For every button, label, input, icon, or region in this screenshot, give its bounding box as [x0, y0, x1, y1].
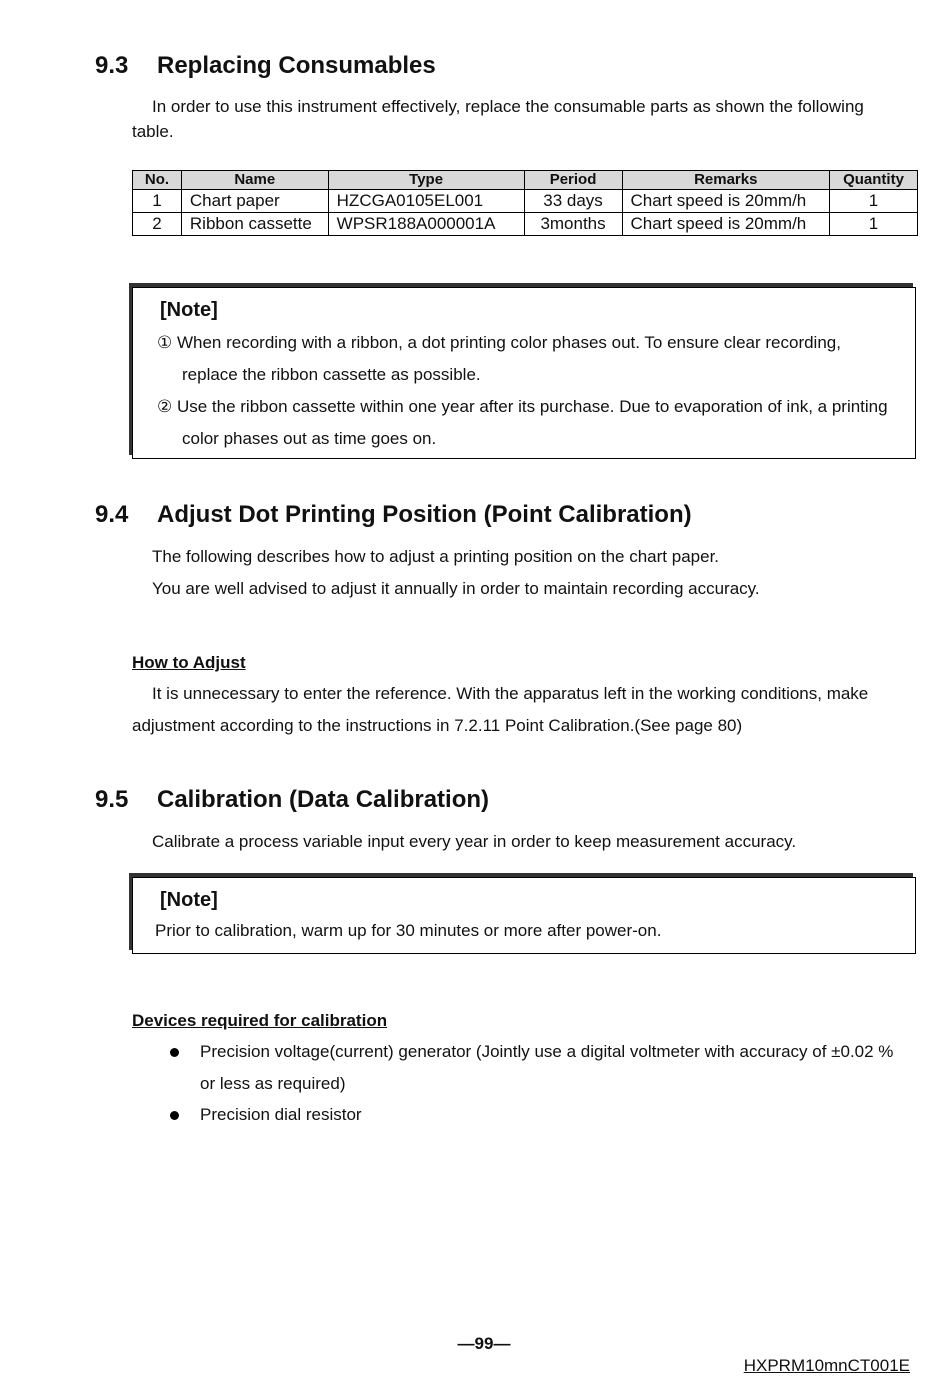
bullet-icon: [170, 1111, 179, 1120]
cell-remarks: Chart speed is 20mm/h: [622, 213, 830, 236]
header-period: Period: [524, 171, 622, 190]
cell-quantity: 1: [830, 190, 918, 213]
document-code: HXPRM10mnCT001E: [743, 1356, 910, 1375]
header-type: Type: [328, 171, 524, 190]
note-text: Prior to calibration, warm up for 30 minutes or more after power-on.: [155, 921, 662, 940]
table-row: [133, 190, 918, 213]
cell-period: 3months: [524, 213, 622, 236]
section-9-4-heading: [95, 501, 692, 529]
bullet-1-line-1: Precision voltage(current) generator (Jointly use a digital voltmeter with accuracy of ±0.02 %: [200, 1042, 894, 1061]
ribbon-note-box: [132, 287, 916, 459]
cell-no: 2: [133, 213, 182, 236]
how-to-adjust-heading: How to Adjust: [132, 653, 246, 672]
page-number: —99—: [457, 1334, 511, 1353]
how-line-2: adjustment according to the instructions in 7.2.11 Point Calibration.(See page 80): [132, 716, 743, 735]
table-header-row: [133, 171, 918, 190]
section-title: Adjust Dot Printing Position (Point Calibration): [157, 501, 692, 528]
s95-line-1: Calibrate a process variable input every year in order to keep measurement accuracy.: [152, 832, 797, 851]
devices-heading: Devices required for calibration: [132, 1011, 388, 1030]
section-9-3-heading: [95, 52, 436, 80]
header-quantity: Quantity: [830, 171, 918, 190]
cell-name: Chart paper: [181, 190, 328, 213]
header-remarks: Remarks: [622, 171, 830, 190]
calibration-note-box: [132, 877, 916, 954]
section-title: Replacing Consumables: [157, 52, 436, 79]
bullet-icon: [170, 1048, 179, 1057]
cell-name: Ribbon cassette: [181, 213, 328, 236]
section-number: 9.4: [95, 501, 129, 528]
note-item-1-line-1: ① When recording with a ribbon, a dot printing color phases out. To ensure clear recording,: [157, 333, 841, 352]
intro-line-1: In order to use this instrument effectively, replace the consumable parts as shown the following: [152, 97, 864, 116]
cell-no: 1: [133, 190, 182, 213]
note-item-2-line-2: color phases out as time goes on.: [182, 429, 437, 448]
bullet-2: Precision dial resistor: [200, 1105, 362, 1124]
cell-remarks: Chart speed is 20mm/h: [622, 190, 830, 213]
s94-line-1: The following describes how to adjust a printing position on the chart paper.: [152, 547, 720, 566]
how-line-1: It is unnecessary to enter the reference. With the apparatus left in the working conditions, make: [152, 684, 869, 703]
bullet-1-line-2: or less as required): [200, 1074, 346, 1093]
cell-type: WPSR188A000001A: [328, 213, 524, 236]
section-title: Calibration (Data Calibration): [157, 786, 490, 813]
s94-line-2: You are well advised to adjust it annually in order to maintain recording accuracy.: [152, 579, 760, 598]
intro-line-2: table.: [132, 122, 174, 141]
note-title: [Note]: [160, 889, 218, 911]
header-name: Name: [181, 171, 328, 190]
consumables-table: [132, 170, 918, 236]
section-9-5-heading: [95, 786, 489, 814]
note-item-2-line-1: ② Use the ribbon cassette within one year after its purchase. Due to evaporation of ink, a printing: [157, 397, 888, 416]
cell-quantity: 1: [830, 213, 918, 236]
note-item-1-line-2: replace the ribbon cassette as possible.: [182, 365, 481, 384]
section-number: 9.3: [95, 52, 129, 79]
note-title: [Note]: [160, 299, 218, 321]
table-row: [133, 213, 918, 236]
section-number: 9.5: [95, 786, 129, 813]
cell-type: HZCGA0105EL001: [328, 190, 524, 213]
cell-period: 33 days: [524, 190, 622, 213]
header-no: No.: [133, 171, 182, 190]
